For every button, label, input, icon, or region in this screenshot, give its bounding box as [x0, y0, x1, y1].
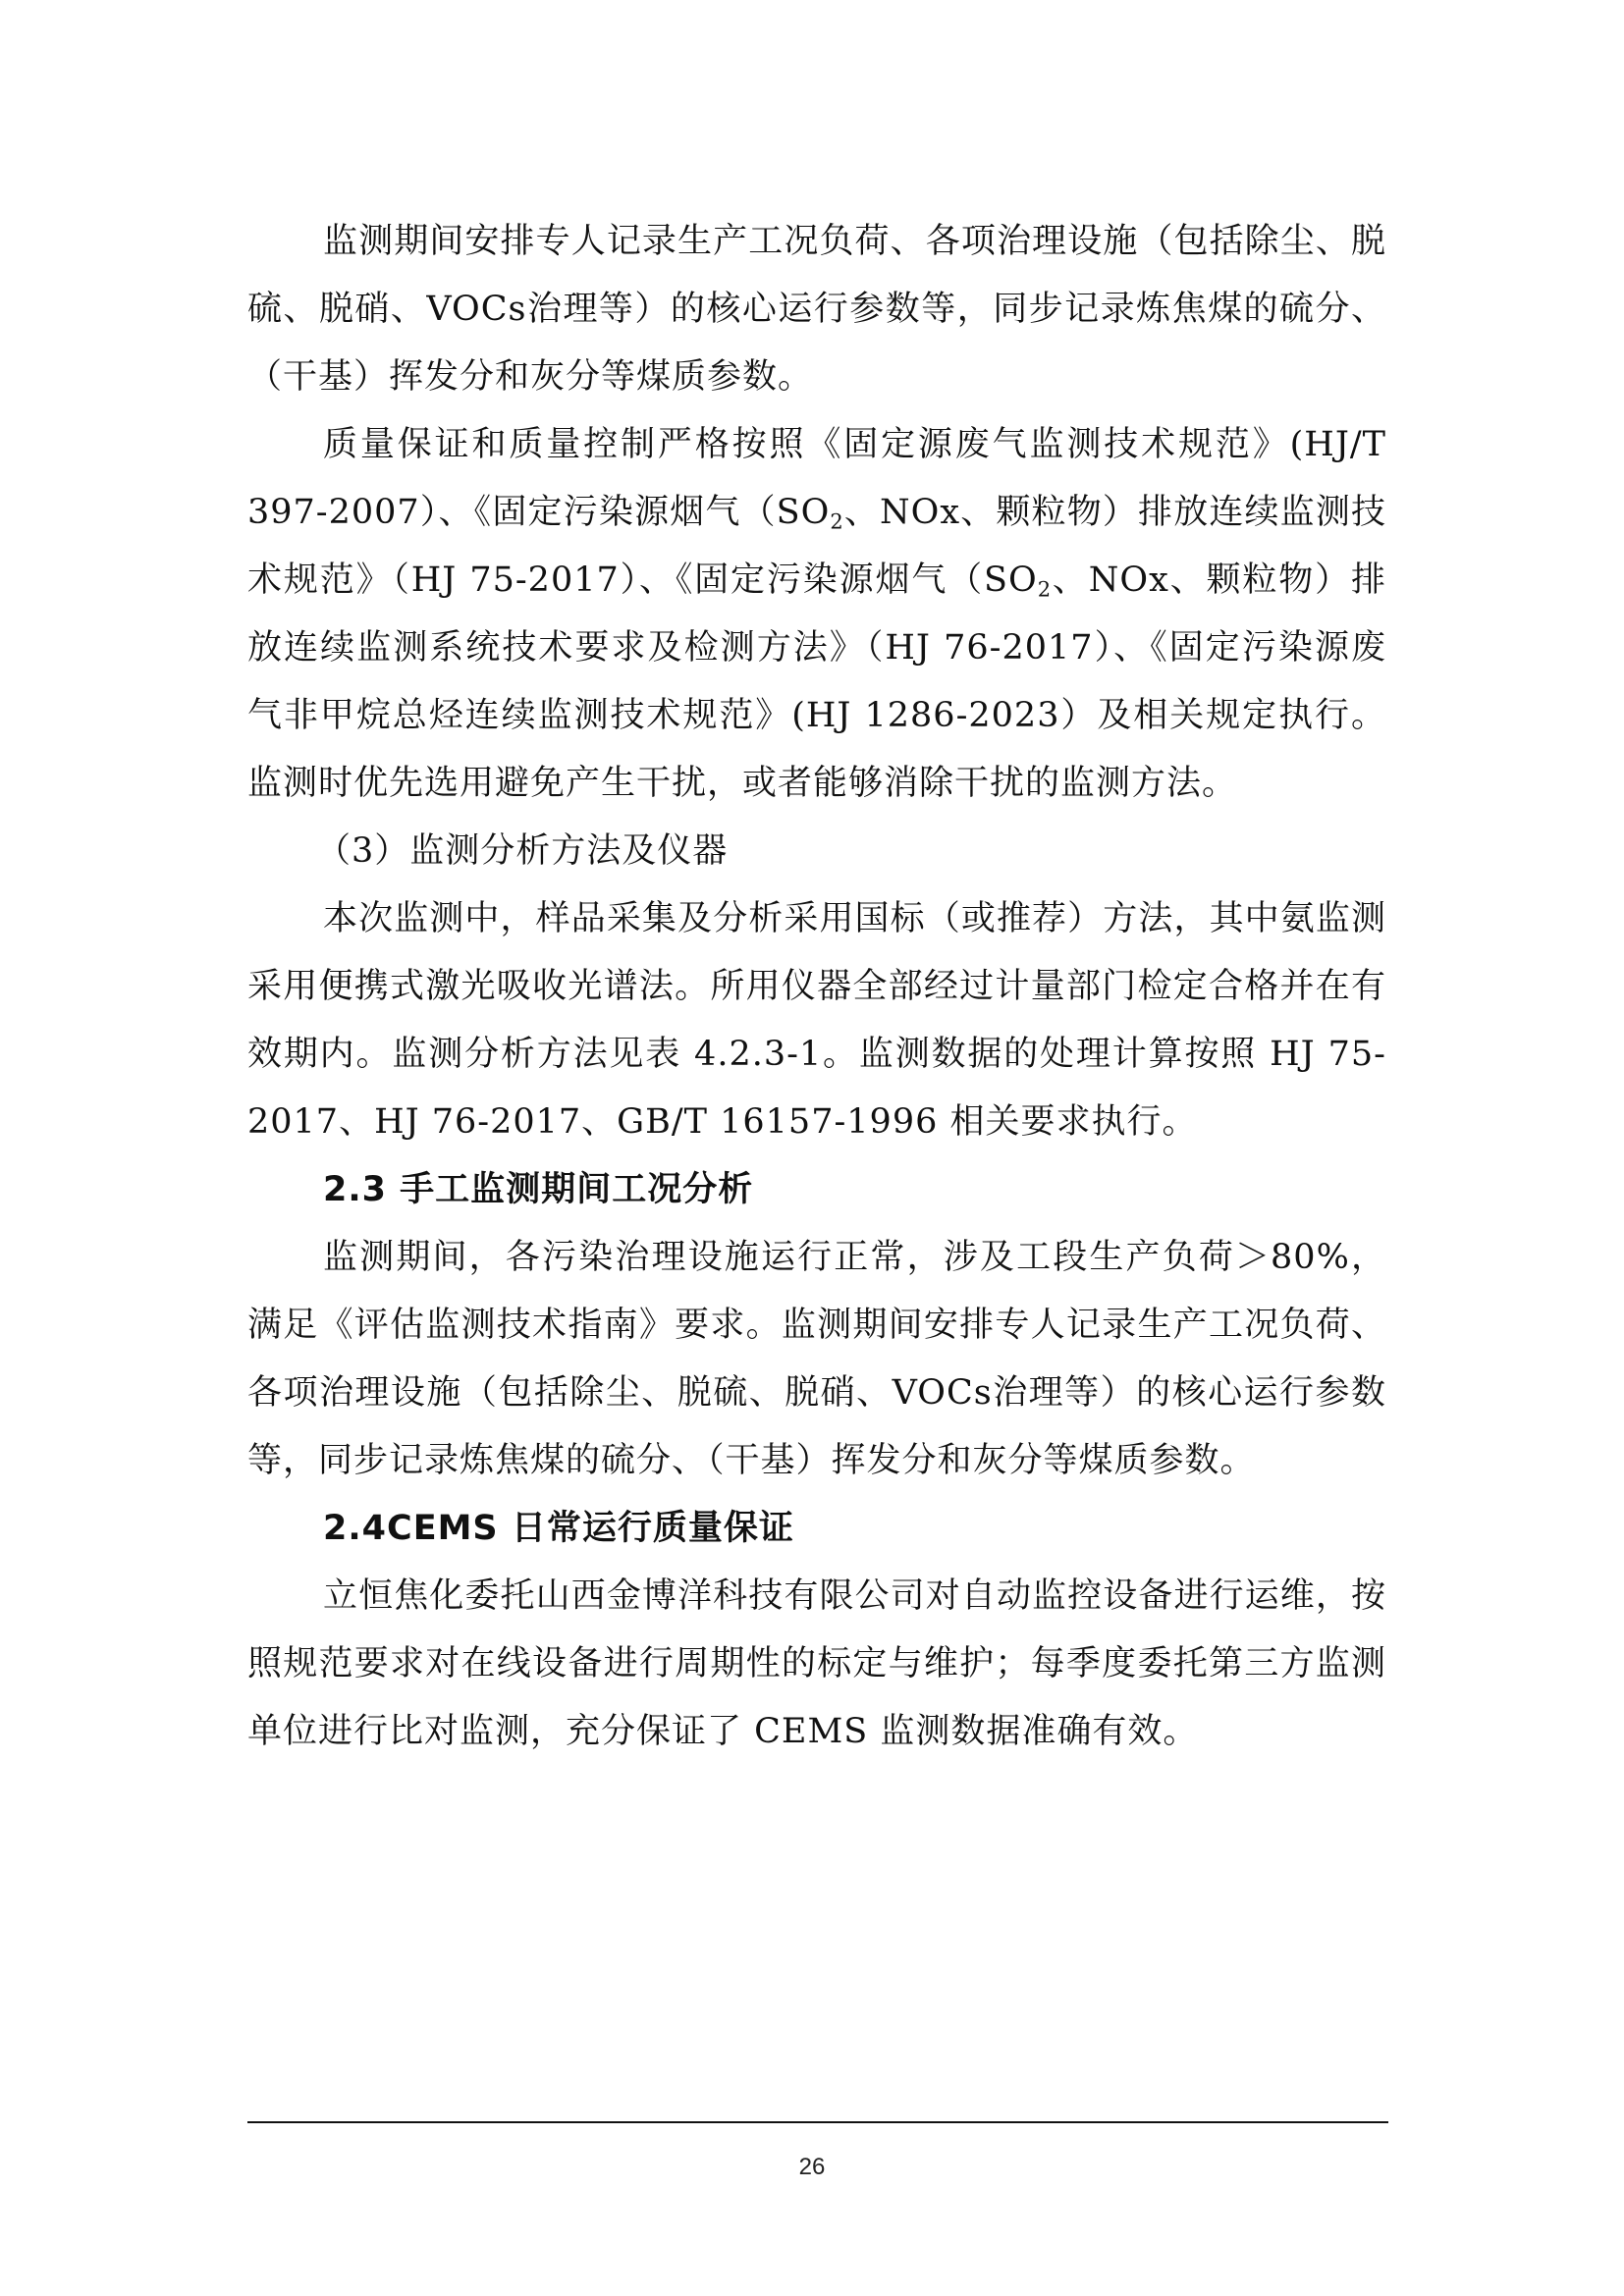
- section-heading-2-4: 2.4CEMS 日常运行质量保证: [323, 1509, 794, 1548]
- paragraph-monitoring-records: 监测期间安排专人记录生产工况负荷、各项治理设施（包括除尘、脱硫、脱硝、VOCs治理等）的核心运行参数等，同步记录炼焦煤的硫分、（干基）挥发分和灰分等煤质参数。: [247, 222, 1386, 397]
- paragraph-analysis-methods: 本次监测中，样品采集及分析采用国标（或推荐）方法，其中氨监测采用便携式激光吸收光谱法。所用仪器全部经过计量部门检定合格并在有效期内。监测分析方法见表 4.2.3-1。监测数据的处理计算按照 HJ 75-2017、HJ 76-2017、GB/T 16157-1996 相关要求执行。: [247, 899, 1386, 1142]
- qa-text-part-3: 、NOx、颗粒物）排放连续监测系统技术要求及检测方法》（HJ 76-2017）、《固定污染源废气非甲烷总烃连续监测技术规范》(HJ 1286-2023）及相关规定执行。监测时优先选用避免产生干扰，或者能够消除干扰的监测方法。: [247, 561, 1386, 803]
- qa-text-part-1: 质量保证和质量控制严格按照《固定源废气监测技术规范》(HJ/T 397-2007）、《固定污染源烟气（SO: [247, 425, 1386, 532]
- subsection-heading-methods: （3）监测分析方法及仪器: [316, 831, 729, 871]
- section-heading-2-3: 2.3 手工监测期间工况分析: [323, 1170, 754, 1209]
- paragraph-quality-assurance: [247, 411, 1386, 818]
- qa-text-part-2: 、NOx、颗粒物）排放连续监测技术规范》（HJ 75-2017）、《固定污染源烟气（SO: [247, 493, 1387, 600]
- so2-subscript-1: 2: [830, 509, 844, 534]
- page-content: [247, 208, 1386, 1766]
- paragraph-cems-maintenance: 立恒焦化委托山西金博洋科技有限公司对自动监控设备进行运维，按照规范要求对在线设备进行周期性的标定与维护；每季度委托第三方监测单位进行比对监测，充分保证了 CEMS 监测数据准确有效。: [247, 1576, 1386, 1751]
- page-number: 26: [798, 2154, 826, 2180]
- footer-divider: [247, 2121, 1388, 2123]
- so2-subscript-2: 2: [1037, 577, 1053, 602]
- paragraph-operating-conditions: 监测期间，各污染治理设施运行正常，涉及工段生产负荷＞80%，满足《评估监测技术指南》要求。监测期间安排专人记录生产工况负荷、各项治理设施（包括除尘、脱硫、脱硝、VOCs治理等）的核心运行参数等，同步记录炼焦煤的硫分、（干基）挥发分和灰分等煤质参数。: [247, 1238, 1386, 1480]
